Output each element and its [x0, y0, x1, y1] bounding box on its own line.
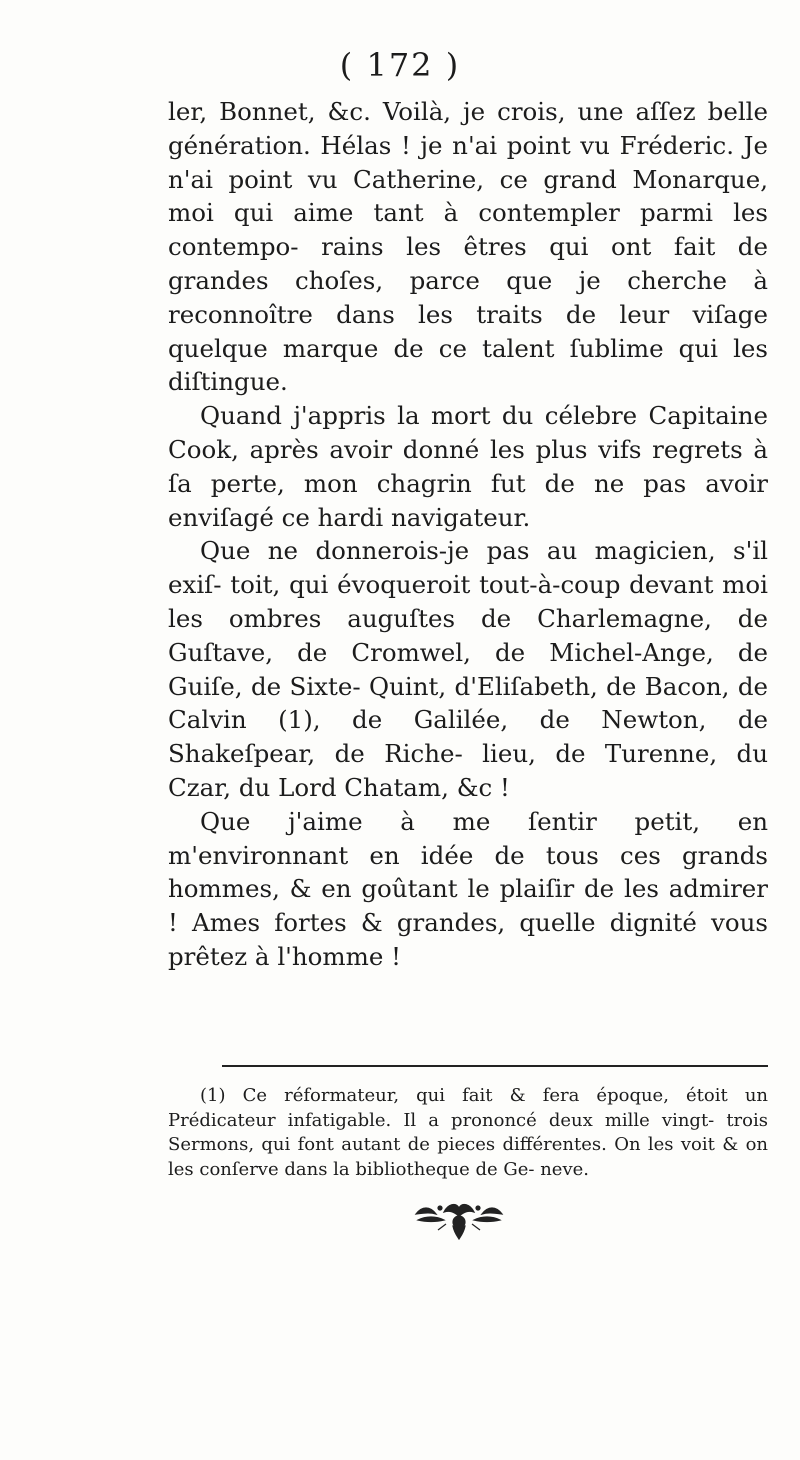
paragraph-1: ler, Bonnet, &c. Voilà, je crois, une aſſez belle génération. Hélas ! je n'ai point vu Fréderic. Je n'ai point vu Catherine, ce grand Monarque, moi qui aime tant à contempler parmi les contempo- rains les êtres qui ont fait de grandes choſes, parce que je cherche à reconnoître dans les traits de leur viſage quelque marque de ce talent ſublime qui les diſtingue. [168, 97, 768, 397]
paragraph-3: Que ne donnerois-je pas au magicien, s'il exiſ- toit, qui évoqueroit tout-à-coup devant moi les ombres auguſtes de Charlemagne, de Guſtave, de Cromwel, de Michel-Ange, de Guiſe, de Sixte- Quint, d'Eliſabeth, de Bacon, de Calvin (1), de Galilée, de Newton, de Shakeſpear, de Riche- lieu, de Turenne, du Czar, du Lord Chatam, &c ! [168, 536, 768, 802]
page-number: ( 172 ) [339, 46, 461, 84]
footnote [168, 1084, 768, 1182]
paragraph-4: Que j'aime à me ſentir petit, en m'environnant en idée de tous ces grands hommes, & en goûtant le plaiſir de les admirer ! Ames fortes & grandes, quelle dignité vous prêtez à l'homme ! [168, 806, 768, 971]
main-text [168, 95, 768, 974]
floral-ornament-icon [410, 1200, 508, 1240]
footnote-separator [222, 1065, 768, 1067]
paragraph-2: Quand j'appris la mort du célebre Capitaine Cook, après avoir donné les plus vifs regrets à ſa perte, mon chagrin fut de ne pas avoir enviſagé ce hardi navigateur. [168, 401, 768, 532]
footnote-text: (1) Ce réformateur, qui fait & fera époque, étoit un Prédicateur infatigable. Il a prononcé deux mille vingt- trois Sermons, qui font autant de pieces différentes. On les voit & on les conſerve dans la bibliotheque de Ge- neve. [168, 1085, 768, 1180]
